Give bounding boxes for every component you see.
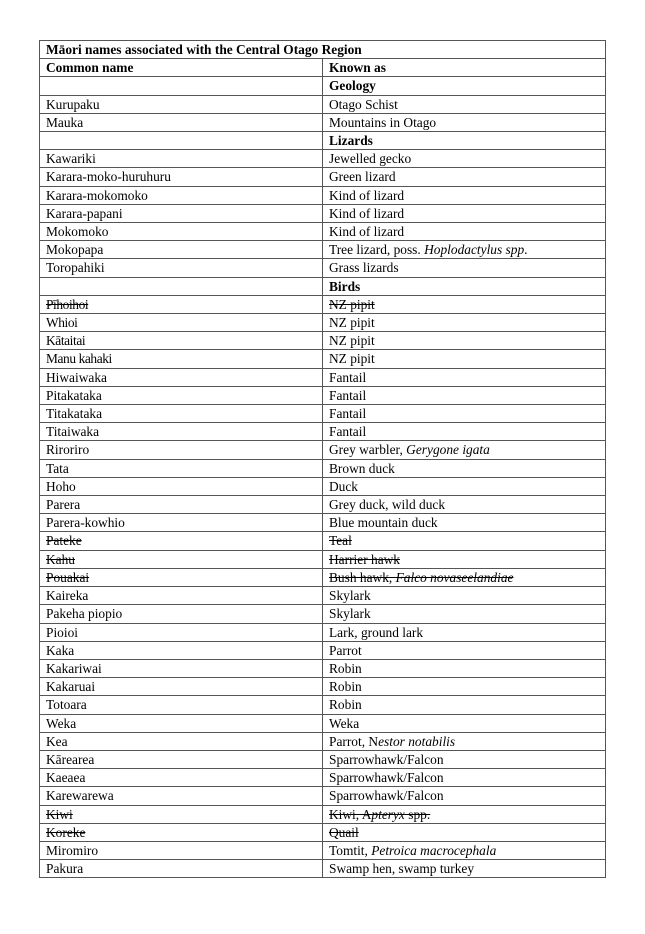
table-row: [40, 441, 606, 459]
common-name-cell: Kaka: [40, 641, 323, 659]
known-as-text: Robin: [329, 697, 362, 713]
known-as-cell: [323, 678, 606, 696]
table-row: [40, 714, 606, 732]
common-name-cell: Manu kahaki: [40, 350, 323, 368]
table-row: [40, 823, 606, 841]
common-name-cell: Kiwi: [40, 805, 323, 823]
common-name-cell: Hoho: [40, 477, 323, 495]
common-name-cell: Koreke: [40, 823, 323, 841]
known-as-cell: [323, 423, 606, 441]
known-as-text: Fantail: [329, 387, 367, 403]
scientific-name: Falco novaseelandiae: [395, 569, 514, 585]
known-as-text: Green lizard: [329, 169, 396, 185]
common-name-cell: Karara-papani: [40, 204, 323, 222]
known-as-text: Lizards: [329, 133, 373, 149]
table-row: [40, 732, 606, 750]
table-row: [40, 568, 606, 586]
known-as-cell: [323, 459, 606, 477]
table-row: [40, 241, 606, 259]
known-as-cell: [323, 186, 606, 204]
known-as-cell: [323, 368, 606, 386]
table-row: [40, 386, 606, 404]
known-as-cell: [323, 860, 606, 878]
known-as-cell: [323, 241, 606, 259]
known-as-cell: [323, 823, 606, 841]
known-as-cell: [323, 332, 606, 350]
table-row: [40, 496, 606, 514]
title-row: [40, 41, 606, 59]
common-name-cell: Hiwaiwaka: [40, 368, 323, 386]
known-as-text: Sparrowhawk/Falcon: [329, 788, 444, 804]
table-row: [40, 459, 606, 477]
known-as-text: NZ pipit: [329, 296, 375, 312]
common-name-cell: Kaeaea: [40, 769, 323, 787]
known-as-text: Harrier hawk: [329, 551, 401, 567]
known-as-header: Known as: [323, 59, 606, 77]
table-row: [40, 259, 606, 277]
known-as-text: Robin: [329, 679, 362, 695]
known-as-cell: [323, 386, 606, 404]
common-name-cell: Karara-moko-huruhuru: [40, 168, 323, 186]
table-row: [40, 186, 606, 204]
known-as-cell: [323, 787, 606, 805]
known-as-text: Parrot: [329, 642, 362, 658]
table-row: [40, 295, 606, 313]
known-as-text: Brown duck: [329, 460, 395, 476]
common-name-cell: Kawariki: [40, 150, 323, 168]
common-name-cell: Pakura: [40, 860, 323, 878]
common-name-header: Common name: [40, 59, 323, 77]
known-as-cell: [323, 168, 606, 186]
known-as-text: Kind of lizard: [329, 187, 405, 203]
known-as-cell: [323, 441, 606, 459]
section-heading: [323, 77, 606, 95]
table-row: [40, 787, 606, 805]
table-row: [40, 314, 606, 332]
known-as-text: Duck: [329, 478, 359, 494]
common-name-cell: Kaireka: [40, 587, 323, 605]
table-row: [40, 350, 606, 368]
table-row: [40, 623, 606, 641]
common-name-cell: Toropahiki: [40, 259, 323, 277]
known-as-cell: [323, 350, 606, 368]
table-row: [40, 95, 606, 113]
table-row: [40, 841, 606, 859]
known-as-text: Swamp hen, swamp turkey: [329, 861, 475, 877]
scientific-name: pteryx: [371, 806, 405, 822]
common-name-cell: [40, 277, 323, 295]
table-row: [40, 368, 606, 386]
table-row: [40, 150, 606, 168]
known-as-cell: [323, 95, 606, 113]
table-row: [40, 860, 606, 878]
common-name-cell: Totoara: [40, 696, 323, 714]
known-as-cell: [323, 805, 606, 823]
table-row: [40, 332, 606, 350]
common-name-cell: Parera-kowhio: [40, 514, 323, 532]
common-name-cell: Titakataka: [40, 405, 323, 423]
common-name-cell: Kea: [40, 732, 323, 750]
table-row: [40, 532, 606, 550]
known-as-text: Kiwi, A: [329, 806, 372, 822]
known-as-cell: [323, 532, 606, 550]
common-name-cell: Titaiwaka: [40, 423, 323, 441]
table-row: [40, 678, 606, 696]
section-row: [40, 132, 606, 150]
table-row: [40, 223, 606, 241]
known-as-text: Grey duck, wild duck: [329, 497, 446, 513]
table-row: [40, 769, 606, 787]
table-row: [40, 405, 606, 423]
known-as-cell: [323, 550, 606, 568]
table-body: [40, 41, 606, 878]
known-as-cell: [323, 295, 606, 313]
common-name-cell: Pateke: [40, 532, 323, 550]
table-row: [40, 423, 606, 441]
section-heading: [323, 277, 606, 295]
maori-names-table: [39, 40, 606, 878]
table-row: [40, 113, 606, 131]
known-as-text: Robin: [329, 660, 362, 676]
known-as-text: Kind of lizard: [329, 205, 405, 221]
known-as-text: Parrot, N: [329, 733, 379, 749]
known-as-cell: [323, 750, 606, 768]
common-name-cell: Mauka: [40, 113, 323, 131]
common-name-cell: Miromiro: [40, 841, 323, 859]
common-name-cell: Pitakataka: [40, 386, 323, 404]
common-name-cell: Parera: [40, 496, 323, 514]
known-as-text: Teal: [329, 533, 352, 549]
known-as-text: Otago Schist: [329, 96, 398, 112]
known-as-cell: [323, 204, 606, 222]
known-as-text: Grass lizards: [329, 260, 399, 276]
section-row: [40, 277, 606, 295]
scientific-name: Gerygone igata: [406, 442, 490, 458]
known-as-text: Tomtit,: [329, 842, 372, 858]
known-as-text: Sparrowhawk/Falcon: [329, 751, 444, 767]
table-row: [40, 477, 606, 495]
known-as-cell: [323, 623, 606, 641]
known-as-cell: [323, 659, 606, 677]
known-as-text: Blue mountain duck: [329, 515, 438, 531]
known-as-cell: [323, 150, 606, 168]
known-as-text: Weka: [329, 715, 360, 731]
known-as-cell: [323, 568, 606, 586]
known-as-text: spp.: [404, 806, 431, 822]
known-as-cell: [323, 314, 606, 332]
known-as-text: Lark, ground lark: [329, 624, 424, 640]
common-name-cell: Kārearea: [40, 750, 323, 768]
table-row: [40, 641, 606, 659]
table-row: [40, 805, 606, 823]
section-row: [40, 77, 606, 95]
common-name-cell: [40, 132, 323, 150]
known-as-text: Bush hawk,: [329, 569, 396, 585]
known-as-text: Fantail: [329, 406, 367, 422]
section-heading: [323, 132, 606, 150]
known-as-text: Skylark: [329, 606, 371, 622]
known-as-text: Mountains in Otago: [329, 114, 437, 130]
known-as-cell: [323, 223, 606, 241]
known-as-cell: [323, 496, 606, 514]
known-as-text: .: [524, 242, 528, 258]
known-as-cell: [323, 113, 606, 131]
common-name-cell: Pouakai: [40, 568, 323, 586]
table-row: [40, 204, 606, 222]
known-as-text: NZ pipit: [329, 351, 375, 367]
header-row: [40, 59, 606, 77]
known-as-cell: [323, 477, 606, 495]
common-name-cell: [40, 77, 323, 95]
known-as-cell: [323, 641, 606, 659]
table-row: [40, 514, 606, 532]
common-name-cell: Mokopapa: [40, 241, 323, 259]
common-name-cell: Kakariwai: [40, 659, 323, 677]
common-name-cell: Kātaitai: [40, 332, 323, 350]
known-as-cell: [323, 514, 606, 532]
known-as-text: Kind of lizard: [329, 224, 405, 240]
common-name-cell: Kakaruai: [40, 678, 323, 696]
known-as-text: Geology: [329, 78, 376, 94]
known-as-text: Quail: [329, 824, 359, 840]
known-as-cell: [323, 732, 606, 750]
scientific-name: estor notabilis: [378, 733, 456, 749]
known-as-text: Fantail: [329, 424, 367, 440]
scientific-name: Petroica macrocephala: [371, 842, 497, 858]
known-as-text: Tree lizard, poss.: [329, 242, 425, 258]
table-row: [40, 696, 606, 714]
common-name-cell: Riroriro: [40, 441, 323, 459]
table-row: [40, 587, 606, 605]
known-as-text: Jewelled gecko: [329, 151, 412, 167]
known-as-text: Birds: [329, 278, 361, 294]
known-as-cell: [323, 769, 606, 787]
known-as-cell: [323, 605, 606, 623]
table-row: [40, 659, 606, 677]
table-title: Māori names associated with the Central Otago Region: [40, 41, 606, 59]
common-name-cell: Weka: [40, 714, 323, 732]
known-as-cell: [323, 259, 606, 277]
known-as-text: NZ pipit: [329, 333, 375, 349]
known-as-text: Fantail: [329, 369, 367, 385]
scientific-name: Hoplodactylus spp: [424, 242, 525, 258]
known-as-text: Sparrowhawk/Falcon: [329, 770, 444, 786]
common-name-cell: Pakeha piopio: [40, 605, 323, 623]
known-as-text: Skylark: [329, 588, 371, 604]
common-name-cell: Kahu: [40, 550, 323, 568]
known-as-cell: [323, 405, 606, 423]
common-name-cell: Karewarewa: [40, 787, 323, 805]
table-row: [40, 168, 606, 186]
known-as-text: NZ pipit: [329, 315, 375, 331]
common-name-cell: Mokomoko: [40, 223, 323, 241]
common-name-cell: Pioioi: [40, 623, 323, 641]
common-name-cell: Tata: [40, 459, 323, 477]
known-as-cell: [323, 587, 606, 605]
common-name-cell: Pīhoihoi: [40, 295, 323, 313]
common-name-cell: Whioi: [40, 314, 323, 332]
known-as-cell: [323, 696, 606, 714]
table-row: [40, 605, 606, 623]
known-as-cell: [323, 841, 606, 859]
table-row: [40, 550, 606, 568]
table-row: [40, 750, 606, 768]
known-as-cell: [323, 714, 606, 732]
known-as-text: Grey warbler,: [329, 442, 407, 458]
common-name-cell: Karara-mokomoko: [40, 186, 323, 204]
common-name-cell: Kurupaku: [40, 95, 323, 113]
